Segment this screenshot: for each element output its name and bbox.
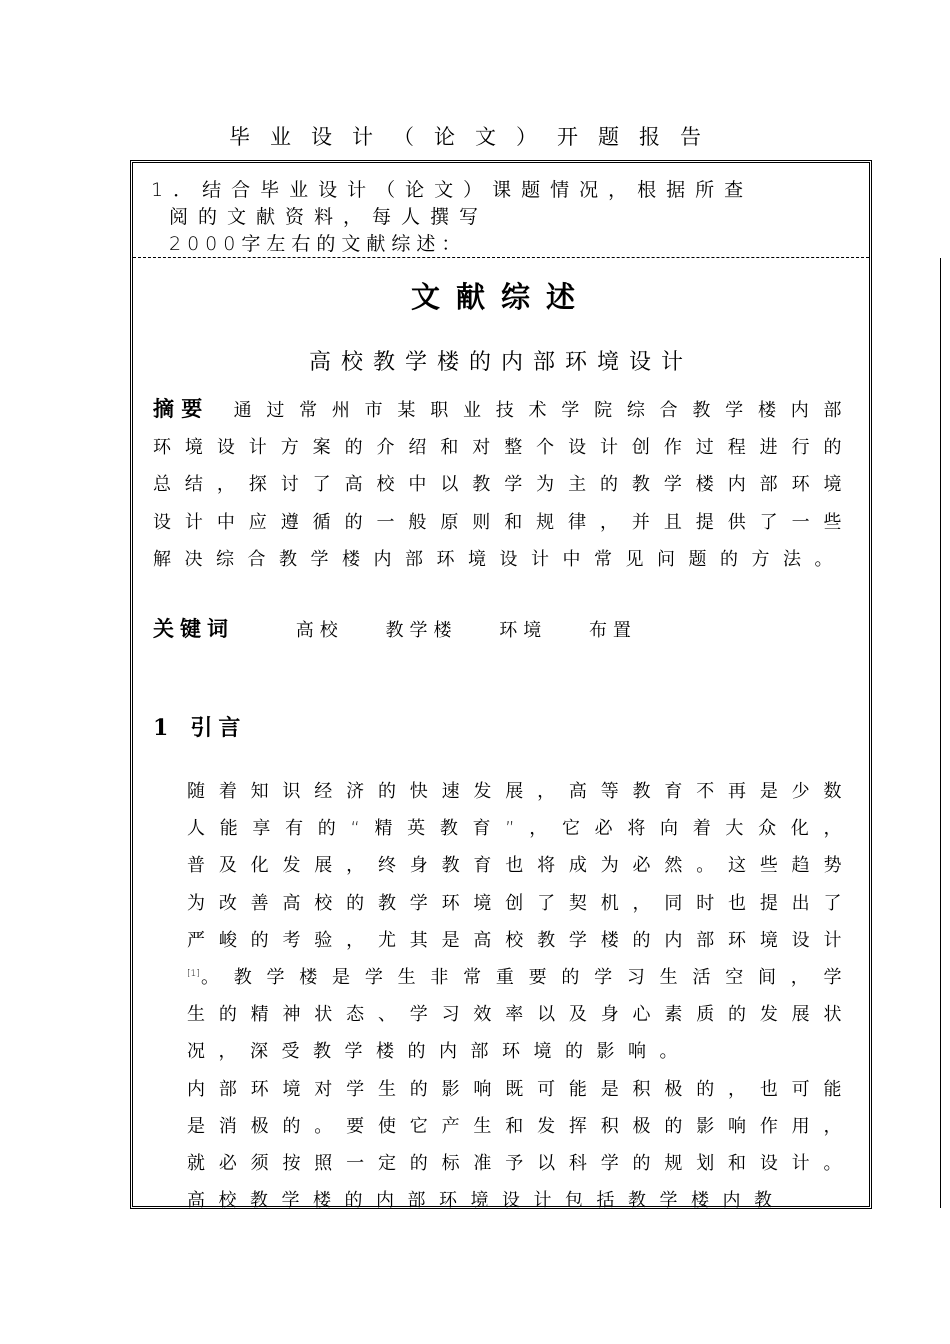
prompt-line-3: 2000字左右的文献综述： [169, 233, 467, 255]
keyword: 布置 [588, 620, 637, 641]
section-heading [153, 711, 246, 742]
paragraph: 内部环境对学生的影响既可能是积极的，也可能是消极的。要使它产生和发挥积极的影响作用，就必须按照一定的标准予以科学的规划和设计。高校教学楼的内部环境设计包括教学楼内教 [187, 1078, 855, 1212]
citation-ref: [1] [187, 969, 200, 980]
abstract-label: 摘要 [153, 397, 210, 421]
keyword: 环境 [499, 620, 548, 641]
prompt-line-2: 阅的文献资料，每人撰写 [169, 206, 489, 228]
review-heading: 文献综述 [410, 280, 591, 314]
right-margin-rule [940, 258, 941, 1208]
section-title: 引言 [190, 716, 247, 741]
abstract [153, 391, 855, 578]
review-subtitle: 高校教学楼的内部环境设计 [308, 350, 693, 375]
body-text [153, 773, 855, 1219]
paragraph [153, 773, 855, 1071]
prompt-text [151, 177, 851, 258]
paragraph-text: 。教学楼是学生非常重要的学习生活空间，学生的精神状态、学习效率以及身心素质的发展状况，深受教学楼的内部环境的影响。 [187, 967, 855, 1063]
keywords-label: 关键词 [153, 617, 234, 641]
section-number: 1 [153, 715, 175, 741]
prompt-line-1: 1．结合毕业设计（论文）课题情况，根据所查 [151, 179, 754, 201]
report-frame [130, 160, 872, 1212]
dashed-divider [133, 257, 869, 258]
keyword: 教学楼 [385, 620, 458, 641]
page-title: 毕业设计（论文）开题报告 [229, 125, 721, 149]
keywords [153, 613, 855, 643]
abstract-text: 通过常州市某职业技术学院综合教学楼内部环境设计方案的介绍和对整个设计创作过程进行的总结，探讨了高校中以教学为主的教学楼内部环境设计中应遵循的一般原则和规律，并且提供了一些解决综合教学楼内部环境设计中常见问题的方法。 [153, 400, 856, 570]
keyword: 高校 [295, 620, 344, 641]
paragraph-text: 随着知识经济的快速发展，高等教育不再是少数人能享有的“精英教育”，它必将向着大众化，普及化发展，终身教育也将成为必然。这些趋势为改善高校的教学环境创了契机，同时也提出了严峻的考验，尤其是高校教学楼的内部环境设计 [187, 781, 855, 951]
